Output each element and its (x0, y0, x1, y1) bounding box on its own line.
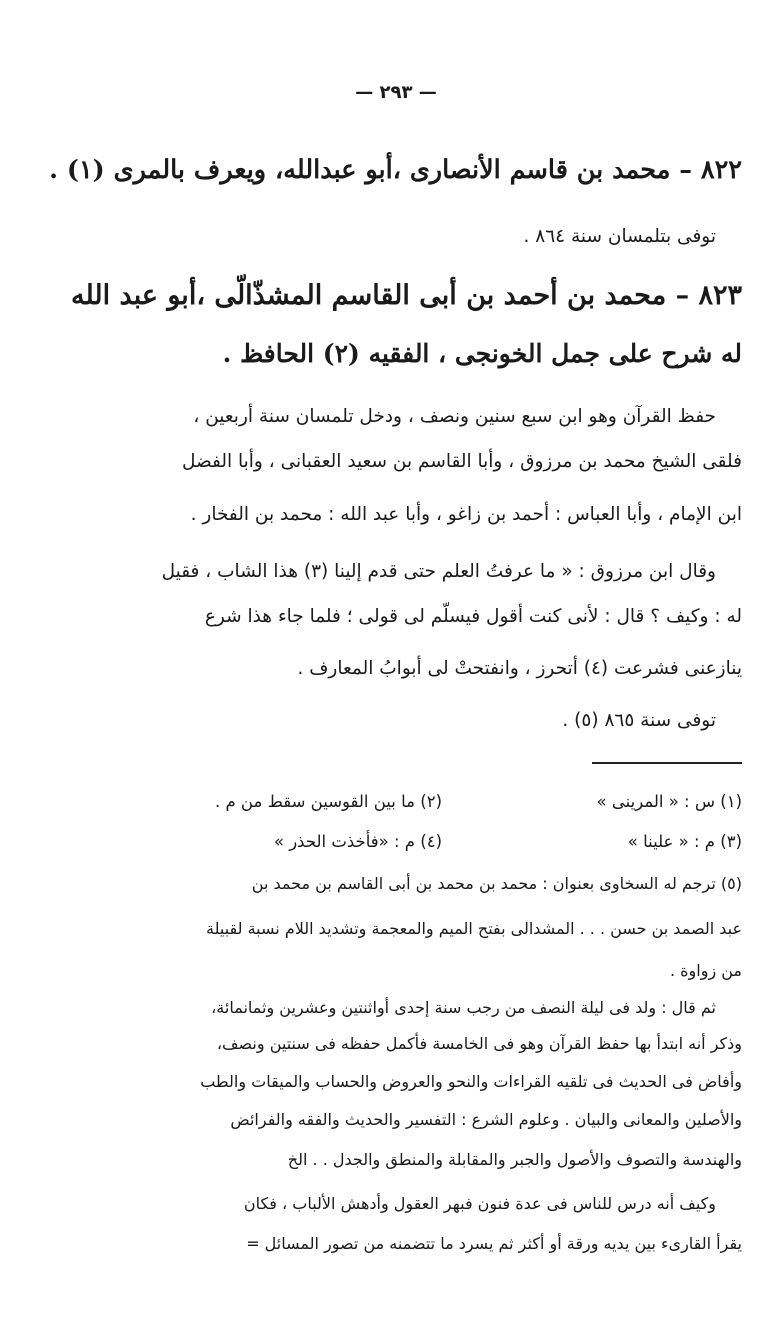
entry-823-subtitle: له شرح على جمل الخونجى ، الفقيه (٢) الحافظ . (222, 339, 742, 368)
footnote-divider (592, 762, 742, 764)
entry-823-body-line: فلقى الشيخ محمد بن مرزوق ، وأبا القاسم بن سعيد العقبانى ، وأبا الفضل (181, 451, 742, 472)
footnote-5-line: ثم قال : ولد فى ليلة النصف من رجب سنة إحدى أواثنتين وعشرين وثمانمائة، (211, 998, 716, 1017)
entry-823-body-line: حفظ القرآن وهو ابن سبع سنين ونصف ، ودخل تلمسان سنة أربعين ، (193, 406, 716, 427)
footnote-5-line: من زواوة . (669, 961, 742, 980)
footnote-5-line: يقرأ القارىء بين يديه ورقة أو أكثر ثم يسرد ما تتضمنه من تصور المسائل = (246, 1234, 742, 1253)
footnote-5-line: وكيف أنه درس للناس فى عدة فنون فبهر العقول وأدهش الألباب ، فكان (243, 1194, 716, 1213)
footnote-5-line: عبد الصمد بن حسن . . . المشدالى بفتح الميم والمعجمة وتشديد اللام نسبة لقبيلة (206, 919, 742, 938)
footnote-5-line: والهندسة والتصوف والأصول والجبر والمقابلة والمنطق والجدل . . الخ (287, 1150, 742, 1169)
footnote-5-line: وأفاض فى الحديث فى تلقيه القراءات والنحو والعروض والحساب والميقات والطب (200, 1072, 742, 1091)
footnote-5-line: (٥) ترجم له السخاوى بعنوان : محمد بن محمد بن أبى القاسم بن محمد بن (251, 874, 742, 893)
footnote-row (50, 788, 742, 816)
book-page (50, 0, 742, 1330)
footnote-3: (٣) م : « علينا » (627, 832, 742, 851)
entry-823-body-line: توفى سنة ٨٦٥ (٥) . (562, 710, 716, 731)
entry-823-body-line: ابن الإمام ، وأبا العباس : أحمد بن زاغو ، وأبا عبد الله : محمد بن الفخار . (190, 504, 742, 525)
entry-822-title: ٨٢٢ – محمد بن قاسم الأنصارى ،أبو عبدالله، ويعرف بالمرى (١) . (49, 155, 742, 185)
entry-822-body-line: توفى بتلمسان سنة ٨٦٤ . (523, 226, 716, 247)
footnote-row (50, 828, 742, 856)
entry-823-body-line: ينازعنى فشرعت (٤) أتحرز ، وانفتحتْ لى أبوابُ المعارف . (297, 658, 742, 679)
entry-823-body-line: وقال ابن مرزوق : « ما عرفتُ العلم حتى قدم إلينا (٣) هذا الشاب ، فقيل (161, 561, 716, 582)
footnote-5-line: وذكر أنه ابتدأ بها حفظ القرآن وهو فى الخامسة فأكمل حفظه فى سنتين ونصف، (216, 1034, 742, 1053)
page-number: — ٢٩٣ — (355, 82, 437, 103)
footnote-5-line: والأصلين والمعانى والبيان . وعلوم الشرع : التفسير والحديث والفقه والفرائض (230, 1110, 742, 1129)
entry-823-body-line: له : وكيف ؟ قال : لأنى كنت أقول فيسلّم لى قولى ؛ فلما جاء هذا شرع (204, 606, 742, 627)
footnote-2: (٢) ما بين القوسين سقط من م . (214, 792, 442, 811)
entry-823-title: ٨٢٣ – محمد بن أحمد بن أبى القاسم المشذّالّى ،أبو عبد الله (70, 280, 742, 311)
footnote-1: (١) س : « المرينى » (596, 792, 742, 811)
footnote-4: (٤) م : «فأخذت الحذر » (273, 832, 442, 851)
